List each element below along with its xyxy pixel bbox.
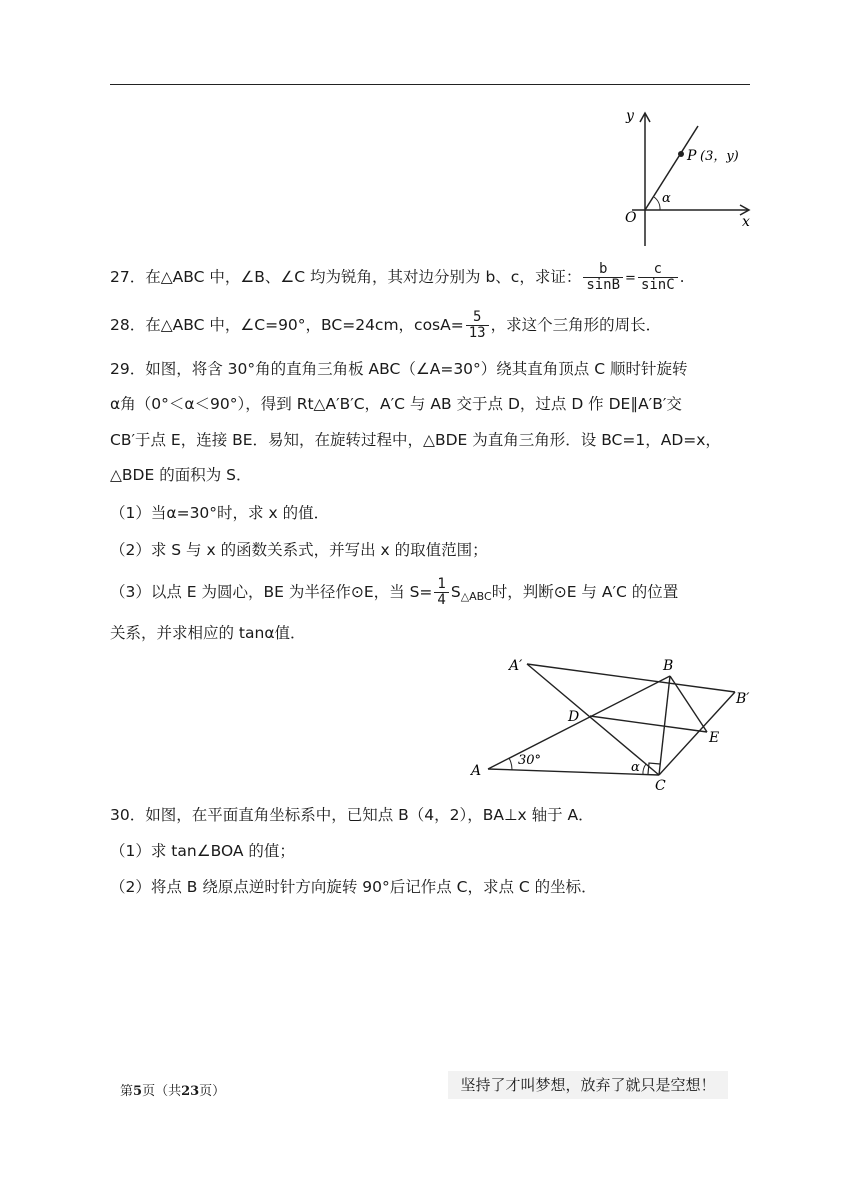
q27-frac2-num: c: [638, 262, 678, 278]
label-e: E: [709, 730, 720, 746]
q29-line-1: 29．如图，将含 30°角的直角三角板 ABC（∠A=30°）绕其直角顶点 C 顺时针旋转: [110, 360, 688, 378]
page-suffix: 页）: [199, 1084, 226, 1099]
q27-text: 27．在△ABC 中，∠B、∠C 均为锐角，其对边分别为 b、c，求证：: [110, 268, 582, 286]
page-number: [120, 1080, 225, 1099]
q27-frac1-den: sinB: [586, 277, 621, 293]
q29-part-3: [110, 577, 755, 608]
segment-b-prime-c: [659, 692, 735, 775]
page-current: 5: [133, 1084, 143, 1099]
angle-30-arc: [509, 758, 512, 770]
q29-part3-frac-num: 1: [434, 577, 448, 593]
segment-a-prime-c: [527, 664, 659, 775]
q29-part3-after: 时，判断⊙E 与 A′C 的位置: [491, 583, 679, 601]
q29-part3-fraction: [434, 577, 448, 608]
q28-fraction: [466, 310, 489, 341]
q30-part-1: （1）求 tan∠BOA 的值；: [110, 842, 295, 860]
q28-frac-den: 13: [468, 325, 486, 341]
page-total: 23: [181, 1084, 200, 1099]
question-28: [110, 310, 755, 341]
triangle-rotation-figure: [465, 652, 765, 792]
point-p: [678, 151, 684, 157]
page-mid: 页（共: [142, 1084, 182, 1099]
label-a-prime: A′: [509, 658, 523, 674]
q29-part-1: （1）当α=30°时，求 x 的值．: [110, 504, 330, 522]
q27-frac1-num: b: [583, 262, 623, 278]
q27-equals: =: [625, 271, 636, 286]
q29-part-3-line-2: 关系，并求相应的 tanα值．: [110, 624, 306, 642]
segment-de: [590, 716, 707, 732]
q29-line-2: α角（0°＜α＜90°），得到 Rt△A′B′C，A′C 与 AB 交于点 D，过点 D 作 DE∥A′B′交: [110, 395, 682, 413]
page-prefix: 第: [120, 1084, 134, 1099]
segment-a-prime-b-prime: [527, 664, 735, 692]
q27-fraction-1: [583, 262, 623, 293]
q27-fraction-2: [638, 262, 678, 293]
q30-line-1: 30．如图，在平面直角坐标系中，已知点 B（4，2），BA⊥x 轴于 A．: [110, 806, 594, 824]
q29-part3-before: （3）以点 E 为圆心，BE 为半径作⊙E，当 S=: [110, 583, 433, 601]
label-30-degrees: 30°: [518, 753, 542, 768]
q29-part3-frac-den: 4: [437, 592, 446, 608]
label-b-prime: B′: [736, 691, 750, 707]
x-label: x: [742, 214, 750, 230]
q29-line-3: CB′于点 E，连接 BE．易知，在旋转过程中，△BDE 为直角三角形．设 BC=1，AD=x，: [110, 431, 721, 449]
label-b: B: [663, 658, 674, 674]
question-27: [110, 262, 755, 293]
angle-alpha-arc: [643, 764, 646, 775]
label-a: A: [471, 763, 482, 779]
header-rule: [110, 84, 750, 85]
coordinate-figure: [610, 108, 760, 250]
label-d: D: [568, 709, 580, 725]
label-alpha: α: [631, 760, 640, 775]
q29-line-4: △BDE 的面积为 S．: [110, 466, 252, 484]
q29-part3-subscript: △ABC: [460, 590, 492, 603]
q27-frac2-den: sinC: [640, 277, 675, 293]
q28-text-before: 28．在△ABC 中，∠C=90°，BC=24cm，cosA=: [110, 316, 464, 334]
right-angle-mark: [648, 763, 660, 774]
q30-part-2: （2）将点 B 绕原点逆时针方向旋转 90°后记作点 C，求点 C 的坐标．: [110, 878, 597, 896]
q27-end: .: [679, 268, 685, 286]
q29-part-2: （2）求 S 与 x 的函数关系式，并写出 x 的取值范围；: [110, 541, 488, 559]
angle-alpha-label: α: [662, 191, 671, 206]
y-label: y: [626, 108, 634, 124]
ray-op: [645, 126, 698, 210]
angle-arc: [654, 197, 660, 210]
point-p-label: P: [687, 148, 697, 164]
segment-be: [670, 676, 707, 732]
point-p-coords: (3，y): [700, 149, 739, 164]
origin-label: O: [625, 210, 637, 226]
q29-part3-s: S: [450, 583, 461, 601]
q28-text-after: ，求这个三角形的周长．: [490, 316, 662, 334]
footer-motto: 坚持了才叫梦想，放弃了就只是空想！: [448, 1071, 728, 1099]
q28-frac-num: 5: [466, 310, 489, 326]
label-c: C: [655, 778, 666, 792]
